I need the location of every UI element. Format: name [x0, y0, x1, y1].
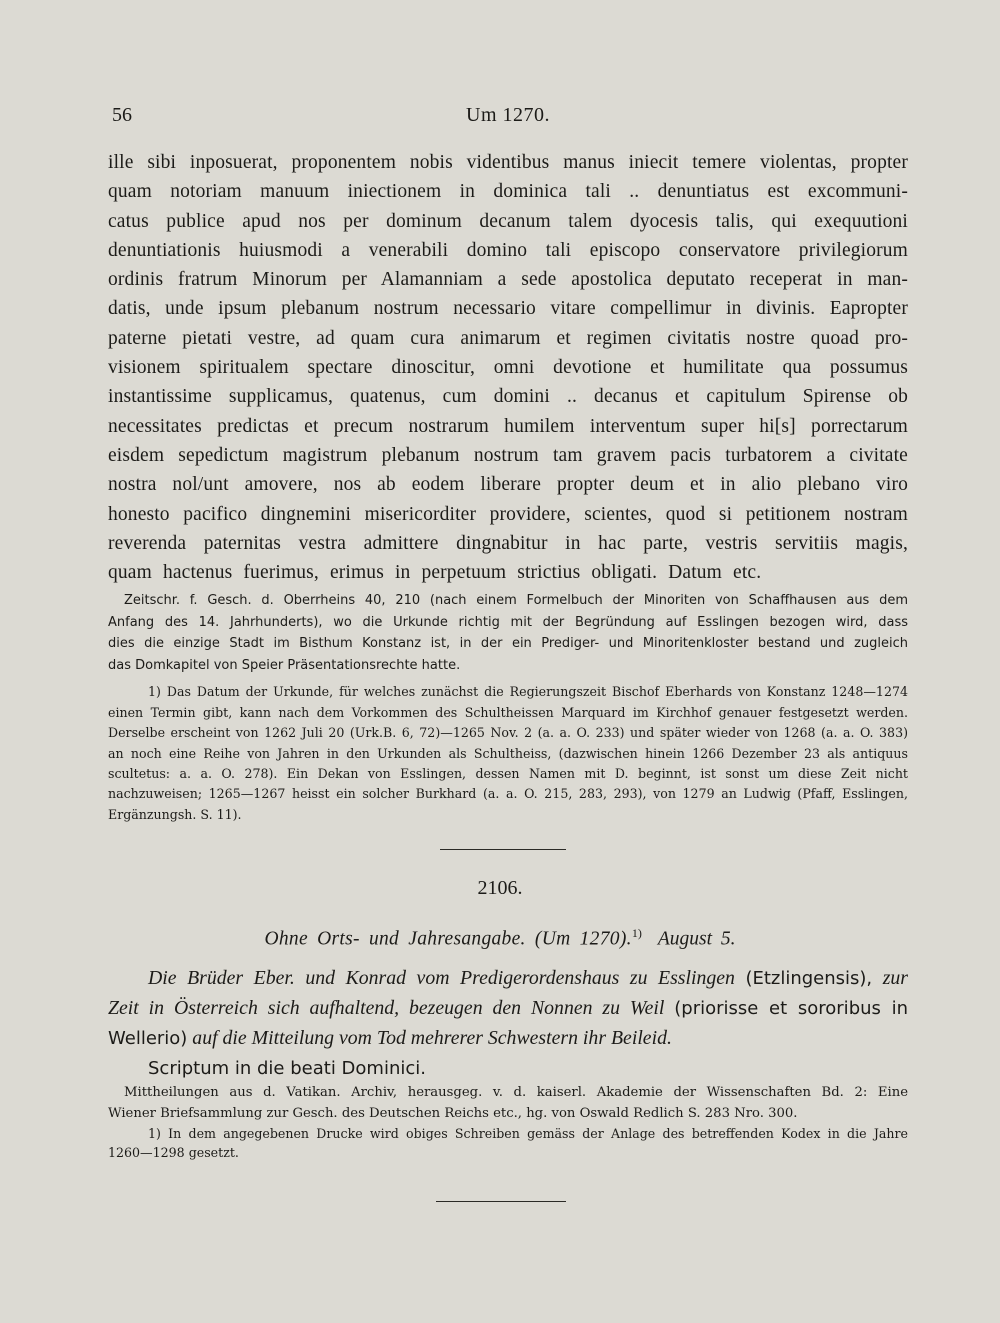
- dateline-text: Ohne Orts- und Jahresangabe. (Um 1270).: [264, 928, 632, 950]
- footnote-line: 1) Das Datum der Urkunde, für welches zunächst die Regierungszeit Bischof Eberhards von Konstanz 1248—1274: [148, 684, 908, 700]
- running-head: Um 1270.: [466, 104, 550, 126]
- text-line: instantissime supplicamus, quatenus, cum domini .. decanus et capitulum Spirense ob: [108, 386, 908, 408]
- regest-line: [108, 963, 908, 993]
- text-line: catus publice apud nos per dominum decanum talem dyocesis talis, qui exequutioni: [108, 210, 908, 232]
- text-line: denuntiationis huiusmodi a venerabili domino tali episcopo conservatore privilegiorum: [108, 239, 908, 261]
- text-line: quam notoriam manuum iniectionem in dominica tali .. denuntiatus est excommuni-: [108, 181, 908, 203]
- regest-roman: Wellerio): [108, 1028, 188, 1049]
- regest-italic: zur: [882, 967, 908, 989]
- regest-roman: (priorisse et sororibus in: [674, 998, 908, 1019]
- document-number: 2106.: [477, 877, 523, 899]
- text-line: datis, unde ipsum plebanum nostrum necessario vitare compellimur in divinis. Eapropter: [108, 298, 908, 320]
- footnote-mark: 1): [631, 926, 642, 940]
- footnote-line: 1260—1298 gesetzt.: [108, 1145, 239, 1160]
- text-line: necessitates predictas et precum nostrarum humilem interventum super hi[s] porrectarum: [108, 415, 908, 437]
- text-line: nostra nol/unt amovere, nos ab eodem liberare propter deum et in alio plebano viro: [108, 474, 908, 496]
- footnote-line: Derselbe erscheint von 1262 Juli 20 (Urk.B. 6, 72)—1265 Nov. 2 (a. a. O. 233) und später wieder von 1268 (a. a. O. 383): [108, 725, 908, 741]
- source-line: Zeitschr. f. Gesch. d. Oberrheins 40, 210 (nach einem Formelbuch der Minoriten von Schaffhausen aus dem: [124, 593, 908, 609]
- footnote-line: scultetus: a. a. O. 278). Ein Dekan von Esslingen, dessen Namen mit D. beginnt, ist sonst um diese Zeit nicht: [108, 766, 908, 782]
- section-divider: [440, 849, 566, 850]
- footnote-line: Ergänzungsh. S. 11).: [108, 806, 242, 822]
- source-citation-2: [108, 1082, 908, 1162]
- footnote-line: an noch eine Reihe von Jahren in den Urkunden als Schultheiss, (dazwischen hinein 1266 Dezember 23 als antiquus: [108, 745, 908, 761]
- text-line: ordinis fratrum Minorum per Alamanniam a sede apostolica deputato receperat in man-: [108, 269, 908, 291]
- footnote-line: nachzuweisen; 1265—1267 heisst ein solcher Burkhard (a. a. O. 215, 283, 293), von 1279 an Ludwig (Pfaff, Esslingen,: [108, 786, 908, 802]
- dateline-date: August 5.: [657, 928, 736, 950]
- text-line: quam hactenus fuerimus, erimus in perpetuum strictius obligati. Datum etc.: [108, 562, 762, 584]
- source-line: Anfang des 14. Jahrhunderts), wo die Urkunde richtig mit der Begründung auf Esslingen bezogen wird, dass: [108, 614, 908, 630]
- footnote: [108, 682, 908, 825]
- main-text: [108, 148, 908, 825]
- regest-italic: auf die Mitteilung vom Tod mehrerer Schwestern ihr Beileid.: [192, 1027, 672, 1049]
- source-line: das Domkapitel von Speier Präsentationsrechte hatte.: [108, 657, 461, 673]
- source-line: dies die einzige Stadt im Bisthum Konstanz ist, in der ein Prediger- und Minoritenkloster bestand und zugleich: [108, 636, 908, 652]
- regest-line: [108, 1023, 908, 1053]
- regest-line: [108, 993, 908, 1023]
- regest-roman: (Etzlingensis),: [745, 968, 873, 989]
- footnote-line: einen Termin gibt, kann nach dem Vorkommen des Schultheissen Marquard im Kirchhof genauer festgesetzt werden.: [108, 704, 908, 720]
- section-divider: [436, 1201, 566, 1202]
- regest: [108, 963, 908, 1085]
- regest-italic: Zeit in Österreich sich aufhaltend, bezeugen den Nonnen zu Weil: [108, 997, 665, 1019]
- page-header: [108, 104, 908, 134]
- regest-italic: Die Brüder Eber. und Konrad vom Predigerordenshaus zu Esslingen: [148, 967, 735, 989]
- text-line: paterne pietati vestre, ad quam cura animarum et regimen civitatis nostre quoad pro-: [108, 327, 908, 349]
- scriptum-line: Scriptum in die beati Dominici.: [148, 1058, 426, 1079]
- page-number: 56: [112, 104, 132, 126]
- text-line: visionem spiritualem spectare dinoscitur, omni devotione et humilitate qua possumus: [108, 357, 908, 379]
- source-line: Mittheilungen aus d. Vatikan. Archiv, herausgeg. v. d. kaiserl. Akademie der Wissenschaften Bd. 2: Eine: [124, 1085, 908, 1100]
- source-line: Wiener Briefsammlung zur Gesch. des Deutschen Reichs etc., hg. von Oswald Redlich S. 283 Nro. 300.: [108, 1106, 798, 1121]
- footnote-line: 1) In dem angegebenen Drucke wird obiges Schreiben gemäss der Anlage des betreffenden Kodex in die Jahre: [148, 1126, 908, 1141]
- dateline: [0, 926, 1000, 951]
- text-line: honesto pacifico dingnemini misericorditer providere, scientes, quod si petitionem nostram: [108, 503, 908, 525]
- text-line: eisdem sepedictum magistrum plebanum nostrum tam gravem pacis turbatorem a civitate: [108, 444, 908, 466]
- source-citation: [108, 590, 908, 676]
- text-line: ille sibi inposuerat, proponentem nobis videntibus manus iniecit temere violentas, propter: [108, 152, 908, 173]
- text-line: reverenda paternitas vestra admittere dingnabitur in hac parte, vestris servitiis magis,: [108, 532, 908, 554]
